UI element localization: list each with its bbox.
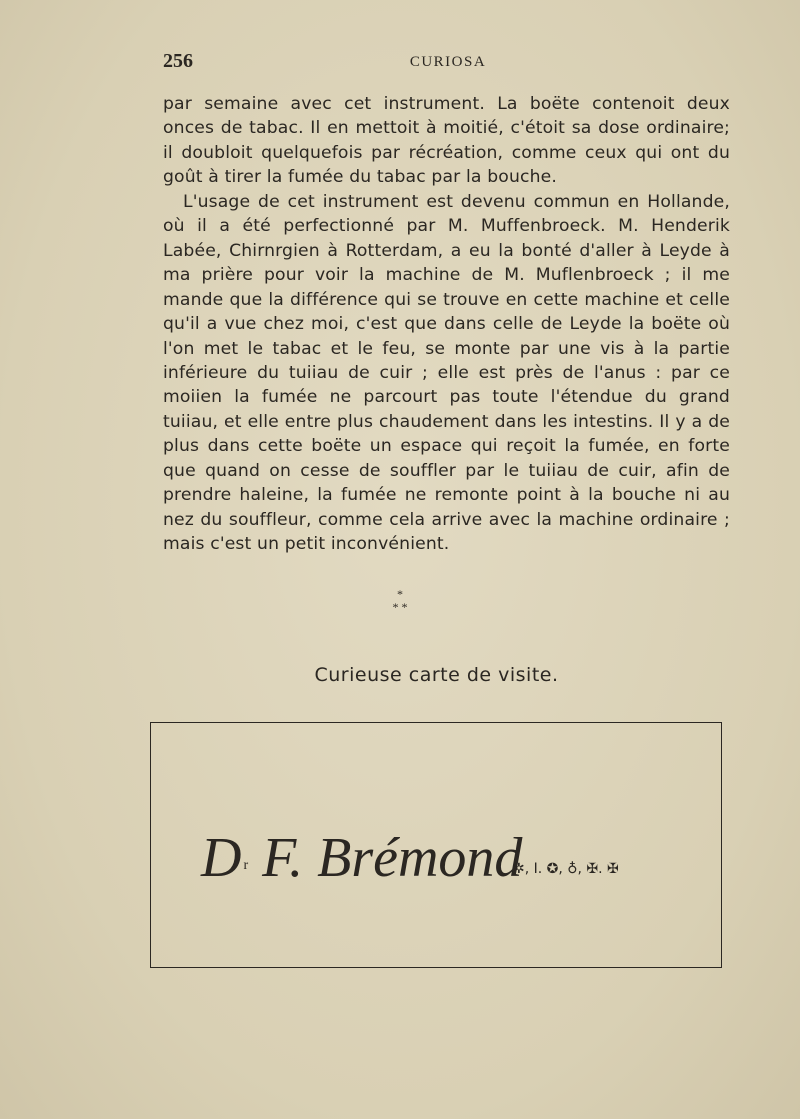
- visiting-card: [150, 722, 722, 968]
- asterism-separator: [380, 588, 420, 614]
- card-name-sup: r: [243, 858, 249, 873]
- card-name: [201, 828, 522, 888]
- card-name-surname: Brémond: [317, 827, 523, 889]
- card-name-prefix: D: [201, 827, 242, 889]
- section-title: Curieuse carte de visite.: [314, 664, 559, 686]
- card-decorations: ✲, I. ✪, ♁, ✠. ✠: [513, 861, 619, 877]
- page-number: 256: [163, 50, 193, 72]
- asterism-top: *: [397, 587, 403, 601]
- paragraph: L'usage de cet instrument est devenu commun en Hollande, où il a été perfectionné par M. Muffenbroeck. M. Henderik Labée, Chirnrgien à Rotterdam, a eu la bonté d'aller à Leyde à ma prière pour voir la machine de M. Muflenbroeck ; il me mande que la différence qui se trouve en cette machine et celle qu'il a vue chez moi, c'est que dans celle de Leyde la boëte où l'on met le tabac et le feu, se monte par une vis à la partie inférieure du tuiiau de cuir ; elle est près de l'anus : par ce moiien la fumée ne parcourt pas toute l'étendue du grand tuiiau, et elle entre plus chaudement dans les intestins. Il y a de plus dans cette boëte un espace qui reçoit la fumée, en forte que quand on cesse de souffler par le tuiiau de cuir, afin de prendre haleine, la fumée ne remonte point à la bouche ni au nez du souffleur, comme cela arrive avec la machine ordinaire ; mais c'est un petit inconvénient.: [163, 191, 730, 555]
- body-text: [163, 92, 730, 557]
- asterism-bottom: * *: [392, 600, 408, 614]
- running-title: CURIOSA: [409, 54, 487, 70]
- page-header: [163, 50, 733, 80]
- card-name-initial: F.: [262, 827, 304, 889]
- paragraph: par semaine avec cet instrument. La boëte contenoit deux onces de tabac. Il en mettoit à moitié, c'étoit sa dose ordinaire; il doubloit quelquefois par récréation, comme ceux qui ont du goût à tirer la fumée du tabac par la bouche.: [163, 94, 730, 188]
